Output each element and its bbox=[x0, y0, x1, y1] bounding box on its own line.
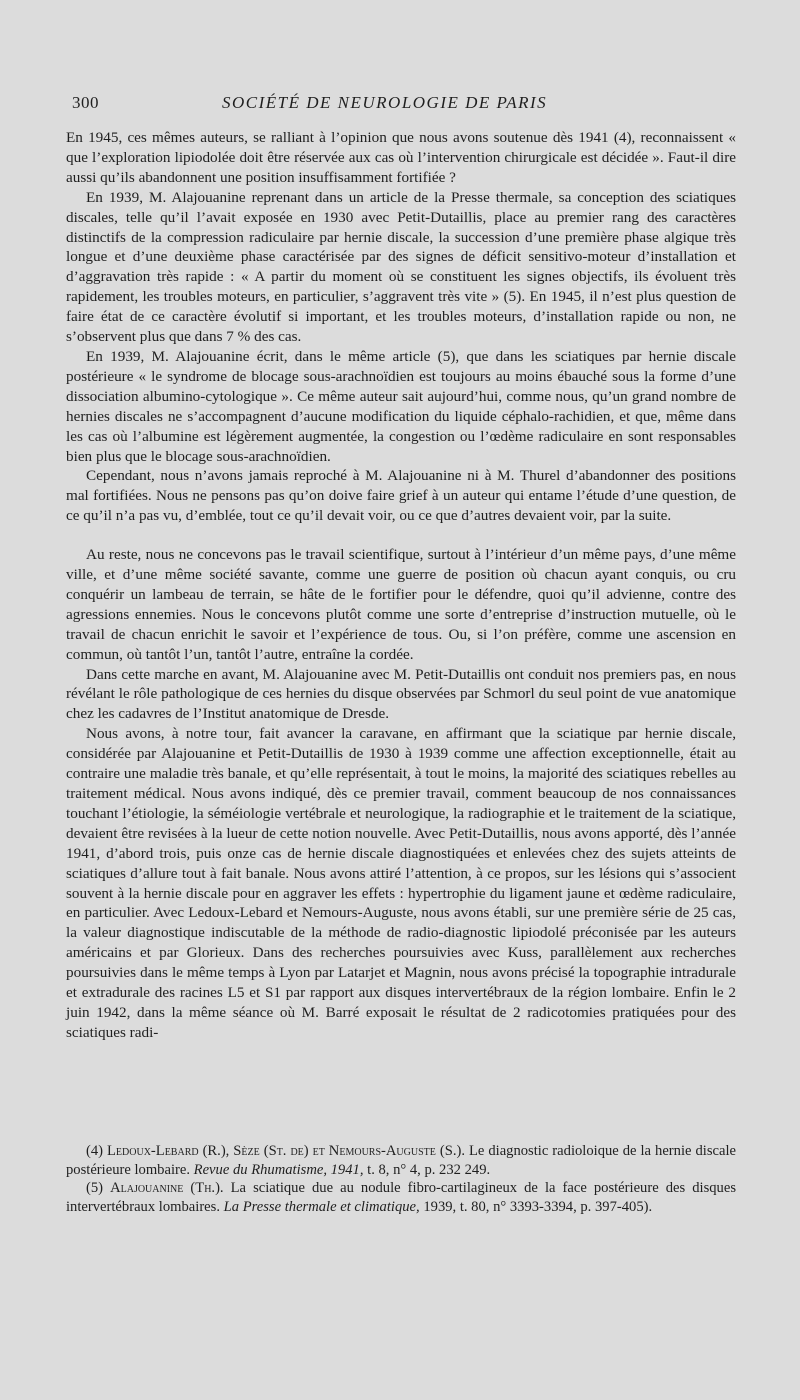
footnote-details: t. 8, n° 4, p. 232 249. bbox=[367, 1161, 491, 1178]
footnote-journal: Revue du Rhumatisme, 1941, bbox=[193, 1161, 364, 1178]
paragraph: Au reste, nous ne concevons pas le travail scientifique, surtout à l’intérieur d’un même pays, d’une même ville, et d’une même société savante, comme une guerre de position où chacun ayant conquis, ou cru conquérir un lambeau de terrain, se hâte de le fortifier pour le défendre, quoi qu’il advienne, contre des agressions ennemies. Nous le concevons plutôt comme une sorte d’entreprise d’instruction mutuelle, où le travail de chacun enrichit le savoir et l’expérience de tous. Ou, si l’on préfère, comme une ascension en commun, où tantôt l’un, tantôt l’autre, entraîne la cordée. bbox=[66, 546, 736, 663]
footnote-marker: (4) bbox=[86, 1143, 104, 1159]
paragraph: Cependant, nous n’avons jamais reproché à M. Alajouanine ni à M. Thurel d’abandonner des positions mal fortifiées. Nous ne pensons pas qu’on doive faire grief à un auteur qui entame l’étude d’une question, de ce qu’il n’a pas vu, d’emblée, tout ce qu’il devait voir, ou ce que d’autres devaient voir, par la suite. bbox=[66, 467, 736, 525]
body-text bbox=[66, 128, 736, 1043]
paragraph: En 1945, ces mêmes auteurs, se ralliant à l’opinion que nous avons soutenue dès 1941 (4), reconnaissent « que l’exploration lipiodolée doit être réservée aux cas où l’intervention chirurgicale est décidée ». Faut-il dire aussi qu’ils abandonnent une position insuffisamment fortifiée ? bbox=[66, 129, 736, 186]
paragraph: Nous avons, à notre tour, fait avancer la caravane, en affirmant que la sciatique par hernie discale, considérée par Alajouanine et Petit-Dutaillis de 1930 à 1939 comme une affection exceptionnelle, était au contraire une maladie très banale, et qu’elle représentait, à tout le moins, la majorité des sciatiques rebelles au traitement médical. Nous avons indiqué, dès ce premier travail, comment beaucoup de nos connaissances touchant l’étiologie, la séméiologie vertébrale et neurologique, la radiographie et le traitement de la sciatique, devaient être revisées à la lueur de cette notion nouvelle. Avec Petit-Dutaillis, nous avons apporté, dès l’année 1941, d’abord trois, puis onze cas de hernie discale diagnostiquées et enlevées chez des sujets atteints de sciatiques d’allure tout à fait banale. Nous avons attiré l’attention, à ce propos, sur les lésions qui s’associent souvent à la hernie discale pour en aggraver les effets : hypertrophie du ligament jaune et œdème radiculaire, en particulier. Avec Ledoux-Lebard et Nemours-Auguste, nous avons établi, sur une première série de 25 cas, la valeur diagnostique indiscutable de la méthode de radio-diagnostic lipiodolé préconisée par les auteurs américains et par Glorieux. Dans des recherches poursuivies avec Kuss, parallèlement aux recherches poursuivies dans le même temps à Lyon par Latarjet et Magnin, nous avons précisé la topographie intradurale et extradurale des racines L5 et S1 par rapport aux disques intervertébraux de la région lombaire. Enfin le 2 juin 1942, dans la même séance où M. Barré exposait le résultat de 2 radicotomies pratiquées pour des sciatiques radi- bbox=[66, 725, 736, 1041]
paragraph: Dans cette marche en avant, M. Alajouanine avec M. Petit-Dutaillis ont conduit nos premiers pas, en nous révélant le rôle pathologique de ces hernies du disque observées par Schmorl du seul point de vue anatomique chez les cadavres de l’Institut anatomique de Dresde. bbox=[66, 665, 736, 723]
footnote-authors: Alajouanine (Th.). bbox=[110, 1180, 224, 1197]
journal-title: SOCIÉTÉ DE NEUROLOGIE DE PARIS bbox=[222, 93, 548, 112]
paragraph: En 1939, M. Alajouanine reprenant dans un article de la Presse thermale, sa conception des sciatiques discales, telle qu’il l’avait exposée en 1930 avec Petit-Dutaillis, place au premier rang des caractères distinctifs de la compression radiculaire par hernie discale, la succession d’une première phase algique très longue et d’une deuxième phase caractérisée par des signes de déficit sensitivo-moteur d’installation et d’aggravation très rapide : « A partir du moment où se constituent les signes objectifs, ils évoluent très rapidement, les troubles moteurs, en particulier, s’aggravent très vite » (5). En 1945, il n’est plus question de faire état de ce caractère évolutif si important, et les troubles moteurs, d’installation rapide ou non, ne s’observent plus que dans 7 % des cas. bbox=[66, 188, 736, 346]
footnote-5 bbox=[66, 1179, 736, 1216]
page-number: 300 bbox=[72, 93, 99, 112]
section-gap bbox=[66, 526, 736, 545]
footnote-title: La sciatique due au nodule fibro-cartilagineux de la face postérieure des disques intervertébraux lombaires. bbox=[66, 1180, 737, 1215]
running-head bbox=[72, 93, 738, 117]
footnote-details: 1939, t. 80, n° 3393-3394, p. 397-405). bbox=[423, 1198, 653, 1215]
footnote-marker: (5) bbox=[86, 1180, 104, 1197]
footnote-title: Le diagnostic radioloique de la hernie discale postérieure lombaire. bbox=[66, 1143, 736, 1178]
footnote-authors: Ledoux-Lebard (R.), Sèze (St. de) et Nemours-Auguste (S.). bbox=[107, 1143, 465, 1159]
footnote-journal: La Presse thermale et climatique, bbox=[223, 1198, 420, 1215]
footnotes bbox=[66, 1142, 736, 1216]
footnote-4 bbox=[66, 1142, 736, 1179]
paragraph: En 1939, M. Alajouanine écrit, dans le même article (5), que dans les sciatiques par hernie discale postérieure « le syndrome de blocage sous-arachnoïdien est toujours au moins ébauché sous la forme d’une dissociation albumino-cytologique ». Ce même auteur sait aujourd’hui, comme nous, qu’un grand nombre de hernies discales ne s’accompagnent d’aucune modification du liquide céphalo-rachidien, et que, même dans les cas où l’albumine est légèrement augmentée, la congestion ou l’œdème radiculaire en sont responsables bien plus que le blocage sous-arachnoïdien. bbox=[66, 347, 736, 465]
